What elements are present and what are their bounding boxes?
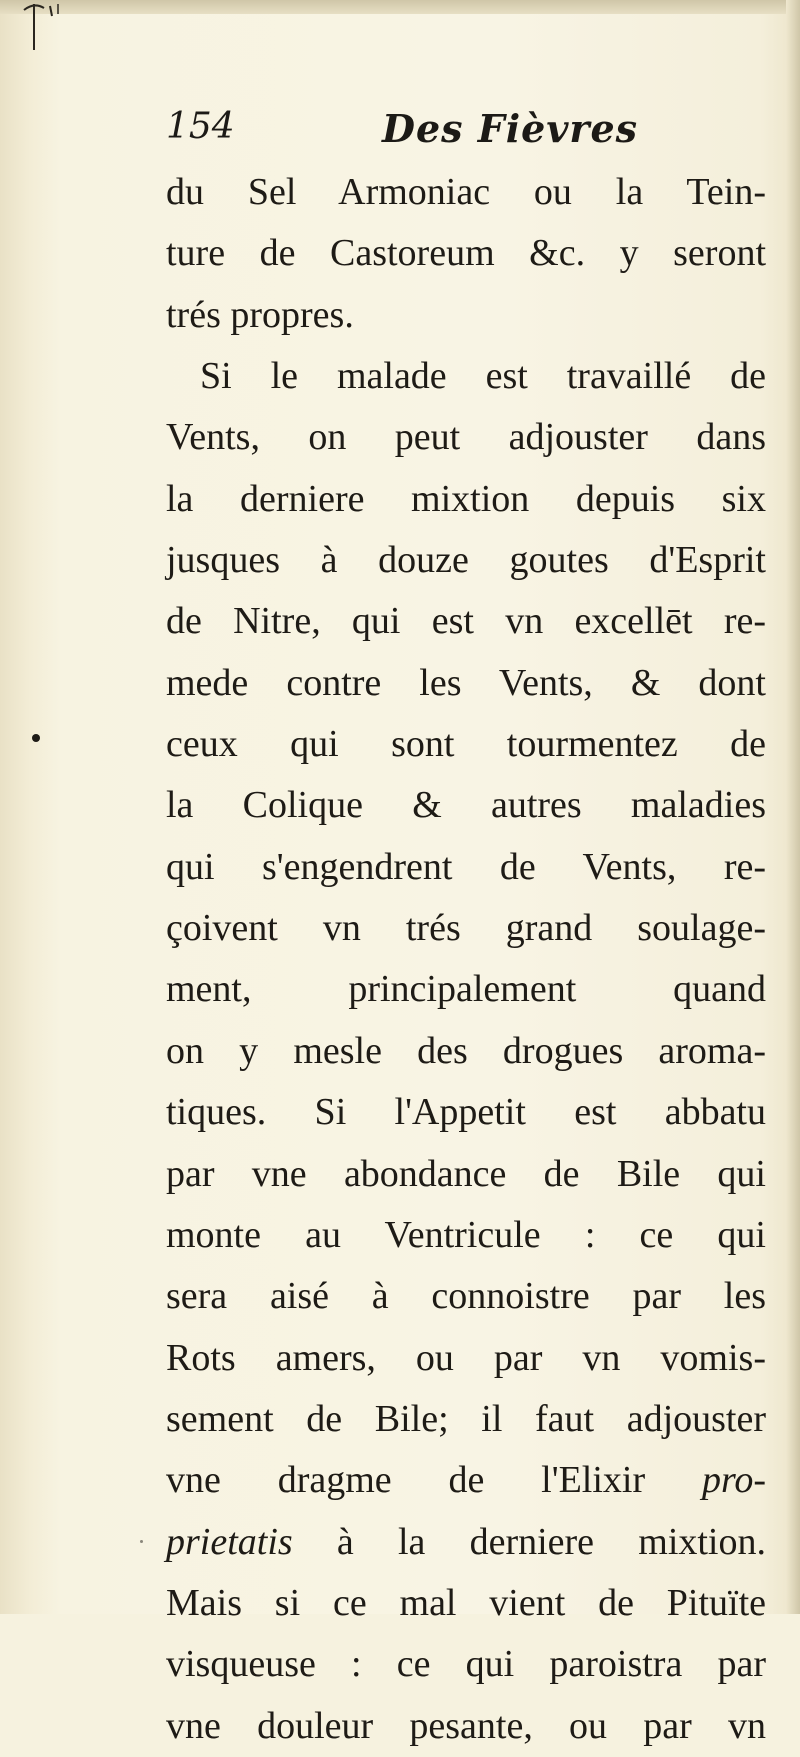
text-line: ceux qui sont tourmentez de <box>166 723 766 766</box>
text-line: de Nitre, qui est vn excellēt re- <box>166 600 766 643</box>
text-line: sement de Bile; il faut adjouster <box>166 1397 766 1440</box>
ink-spot <box>32 734 40 742</box>
page-top-edge <box>0 0 800 14</box>
text-line: tiques. Si l'Appetit est abbatu <box>166 1091 766 1134</box>
page-number: 154 <box>166 106 235 147</box>
text-line: la derniere mixtion depuis six <box>166 477 766 520</box>
page-header <box>166 106 766 156</box>
text-line: mede contre les Vents, & dont <box>166 661 766 704</box>
text-line: par vne abondance de Bile qui <box>166 1152 766 1195</box>
text-line: qui s'engendrent de Vents, re- <box>166 845 766 888</box>
text-line: vne dragme de l'Elixir pro- <box>166 1459 766 1502</box>
text-line: Mais si ce mal vient de Pituïte <box>166 1581 766 1624</box>
text-line: prietatis à la derniere mixtion. <box>166 1520 766 1563</box>
page-gutter-shadow <box>786 0 800 1614</box>
ink-mark <box>20 0 76 52</box>
running-title: Des Fièvres <box>382 106 639 151</box>
text-line: trés propres. <box>166 293 354 336</box>
text-line: Si le malade est travaillé de <box>200 355 766 398</box>
text-line: ment, principalement quand <box>166 968 766 1011</box>
text-line: on y mesle des drogues aroma- <box>166 1029 766 1072</box>
text-line: Vents, on peut adjouster dans <box>166 416 766 459</box>
ink-spot <box>140 1540 143 1543</box>
text-line: la Colique & autres maladies <box>166 784 766 827</box>
text-line: vne douleur pesante, ou par vn <box>166 1704 766 1747</box>
body-text <box>166 162 766 1757</box>
text-line: sera aisé à connoistre par les <box>166 1275 766 1318</box>
text-line: çoivent vn trés grand soulage- <box>166 907 766 950</box>
text-line: Rots amers, ou par vn vomis- <box>166 1336 766 1379</box>
text-line: monte au Ventricule : ce qui <box>166 1213 766 1256</box>
text-line: ture de Castoreum &c. y seront <box>166 232 766 275</box>
text-line: visqueuse : ce qui paroistra par <box>166 1643 766 1686</box>
text-line: du Sel Armoniac ou la Tein- <box>166 171 766 213</box>
text-line: jusques à douze goutes d'Esprit <box>166 539 766 582</box>
